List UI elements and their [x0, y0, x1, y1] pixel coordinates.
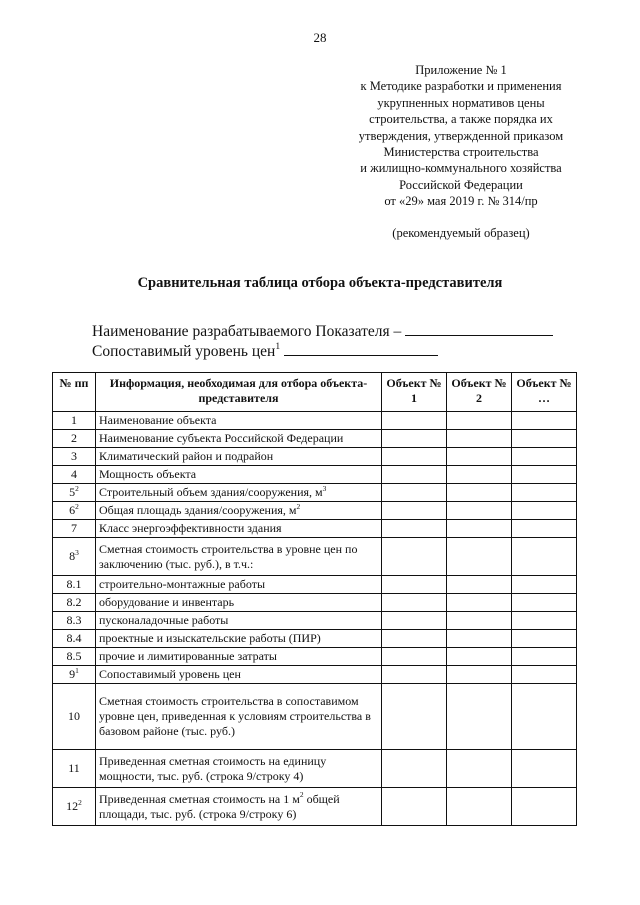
row-number: [53, 502, 96, 520]
table-row: [53, 666, 577, 684]
row-description-text: Класс энергоэффективности здания: [99, 521, 282, 535]
row-description-text: Приведенная сметная стоимость на единицу мощности, тыс. руб. (строка 9/строку 4): [99, 753, 327, 783]
row-description-text: прочие и лимитированные затраты: [99, 649, 277, 663]
object-2-cell[interactable]: [447, 502, 512, 520]
row-description: [96, 612, 382, 630]
object-n-cell[interactable]: [512, 520, 577, 538]
object-2-cell[interactable]: [447, 612, 512, 630]
price-level-blank[interactable]: [284, 341, 438, 356]
row-number-text: 8.5: [66, 649, 82, 663]
row-description-text: Наименование объекта: [99, 413, 217, 427]
row-description-text: Общая площадь здания/сооружения, м: [99, 503, 297, 517]
row-number: [53, 520, 96, 538]
row-description-text: Сопоставимый уровень цен: [99, 667, 241, 681]
object-1-cell[interactable]: [382, 466, 447, 484]
object-n-cell[interactable]: [512, 612, 577, 630]
appendix-line: утверждения, утвержденной приказом: [358, 128, 564, 143]
appendix-line: к Методике разработки и применения: [360, 79, 562, 94]
object-1-cell[interactable]: [382, 448, 447, 466]
row-description-text: Мощность объекта: [99, 467, 197, 481]
object-2-cell[interactable]: [447, 666, 512, 684]
object-1-cell[interactable]: [382, 502, 447, 520]
row-number-text: 10: [68, 709, 80, 723]
footnote-mark: 2: [78, 797, 82, 807]
object-2-cell[interactable]: [447, 648, 512, 666]
object-2-cell[interactable]: [447, 538, 512, 576]
header-object-1: Объект № 1: [382, 373, 447, 412]
object-2-cell[interactable]: [447, 684, 512, 750]
sample-note: (рекомендуемый образец): [392, 225, 530, 240]
object-2-cell[interactable]: [447, 630, 512, 648]
object-1-cell[interactable]: [382, 612, 447, 630]
price-level-field: [92, 341, 438, 361]
document-title: Сравнительная таблица отбора объекта-представителя: [137, 275, 503, 291]
row-description: [96, 576, 382, 594]
object-n-cell[interactable]: [512, 502, 577, 520]
row-number-text: 8: [69, 549, 76, 563]
unit-superscript: 2: [299, 790, 304, 800]
object-2-cell[interactable]: [447, 412, 512, 430]
row-number: [53, 594, 96, 612]
object-1-cell[interactable]: [382, 630, 447, 648]
object-n-cell[interactable]: [512, 448, 577, 466]
row-description-text: Наименование субъекта Российской Федерации: [99, 431, 344, 445]
object-2-cell[interactable]: [447, 594, 512, 612]
object-n-cell[interactable]: [512, 412, 577, 430]
object-2-cell[interactable]: [447, 750, 512, 788]
row-description: [96, 520, 382, 538]
row-description: [96, 648, 382, 666]
row-number: [53, 448, 96, 466]
row-number: [53, 430, 96, 448]
unit-superscript: 2: [296, 501, 301, 511]
table-row: [53, 448, 577, 466]
row-description-text: строительно-монтажные работы: [99, 577, 266, 591]
row-number: [53, 648, 96, 666]
comparison-table: [52, 372, 577, 826]
object-n-cell[interactable]: [512, 684, 577, 750]
row-description-text: Сметная стоимость строительства в сопоставимом уровне цен, приведенная к условиям строительства в базовом районе (тыс. руб.): [99, 694, 371, 738]
table-row: [53, 750, 577, 788]
row-number-text: 1: [71, 413, 77, 427]
footnote-mark: 2: [75, 483, 79, 493]
object-n-cell[interactable]: [512, 630, 577, 648]
row-number: [53, 750, 96, 788]
table-row: [53, 538, 577, 576]
object-1-cell[interactable]: [382, 750, 447, 788]
appendix-block: [336, 62, 586, 241]
row-number: [53, 788, 96, 826]
object-n-cell[interactable]: [512, 788, 577, 826]
row-number-text: 8.4: [66, 631, 82, 645]
row-number-text: 9: [69, 667, 76, 681]
footnote-mark: 3: [75, 547, 79, 557]
row-description: [96, 788, 382, 826]
table-row: [53, 430, 577, 448]
row-description-text: Строительный объем здания/сооружения, м: [99, 485, 323, 499]
object-1-cell[interactable]: [382, 666, 447, 684]
row-number-text: 12: [66, 799, 79, 813]
row-number-text: 8.1: [66, 577, 82, 591]
object-2-cell[interactable]: [447, 430, 512, 448]
header-info: Информация, необходимая для отбора объекта-представителя: [96, 373, 382, 412]
object-2-cell[interactable]: [447, 788, 512, 826]
table-row: [53, 788, 577, 826]
table-row: [53, 648, 577, 666]
object-1-cell[interactable]: [382, 788, 447, 826]
row-number: [53, 666, 96, 684]
row-description: [96, 484, 382, 502]
row-description-text: оборудование и инвентарь: [99, 595, 235, 609]
row-description: [96, 750, 382, 788]
appendix-line: Российской Федерации: [399, 177, 523, 192]
object-n-cell[interactable]: [512, 430, 577, 448]
object-1-cell[interactable]: [382, 484, 447, 502]
row-description: [96, 448, 382, 466]
row-number: [53, 612, 96, 630]
row-description: [96, 412, 382, 430]
object-n-cell[interactable]: [512, 648, 577, 666]
row-description: [96, 430, 382, 448]
object-2-cell[interactable]: [447, 576, 512, 594]
row-number-text: 5: [69, 485, 76, 499]
page-number: 28: [313, 30, 327, 45]
footnote-mark: 1: [275, 341, 281, 353]
table-body: [53, 412, 577, 826]
row-number-text: 2: [71, 431, 77, 445]
footnote-mark: 2: [75, 501, 79, 511]
object-1-cell[interactable]: [382, 538, 447, 576]
indicator-name-blank[interactable]: [405, 321, 553, 336]
price-level-label: Сопоставимый уровень цен: [92, 343, 276, 360]
row-description: [96, 630, 382, 648]
object-n-cell[interactable]: [512, 666, 577, 684]
row-number: [53, 630, 96, 648]
table-header-row: [53, 373, 577, 412]
row-number-text: 7: [71, 521, 77, 535]
footnote-mark: 1: [75, 665, 79, 675]
row-description: [96, 594, 382, 612]
appendix-line: Министерства строительства: [383, 145, 539, 160]
table-row: [53, 502, 577, 520]
row-number-text: 3: [71, 449, 77, 463]
row-description: [96, 538, 382, 576]
row-number: [53, 576, 96, 594]
appendix-line: Приложение № 1: [415, 63, 507, 77]
table-row: [53, 576, 577, 594]
header-object-2: Объект № 2: [447, 373, 512, 412]
row-description: [96, 684, 382, 750]
appendix-line: от «29» мая 2019 г. № 314/пр: [384, 194, 538, 209]
object-n-cell[interactable]: [512, 484, 577, 502]
row-number: [53, 412, 96, 430]
appendix-line: укрупненных нормативов цены: [377, 95, 545, 110]
object-1-cell[interactable]: [382, 684, 447, 750]
row-description: [96, 502, 382, 520]
row-description-text: Сметная стоимость строительства в уровне цен по заключению (тыс. руб.), в т.ч.:: [99, 541, 358, 571]
row-number-text: 4: [71, 467, 77, 481]
object-1-cell[interactable]: [382, 648, 447, 666]
object-2-cell[interactable]: [447, 448, 512, 466]
row-number-text: 8.2: [66, 595, 82, 609]
row-number: [53, 466, 96, 484]
table-row: [53, 520, 577, 538]
object-1-cell[interactable]: [382, 520, 447, 538]
indicator-name-field: [92, 321, 553, 341]
row-description-text: Приведенная сметная стоимость на 1 м: [99, 791, 300, 806]
object-2-cell[interactable]: [447, 484, 512, 502]
object-1-cell[interactable]: [382, 412, 447, 430]
table-row: [53, 684, 577, 750]
appendix-line: строительства, а также порядка их: [369, 112, 553, 127]
table-row: [53, 412, 577, 430]
row-description-text: Климатический район и подрайон: [99, 449, 274, 463]
table-row: [53, 612, 577, 630]
appendix-line: и жилищно-коммунального хозяйства: [360, 161, 562, 176]
object-2-cell[interactable]: [447, 466, 512, 484]
row-number-text: 8.3: [66, 613, 82, 627]
row-number: [53, 684, 96, 750]
object-1-cell[interactable]: [382, 576, 447, 594]
object-n-cell[interactable]: [512, 576, 577, 594]
row-description-text: проектные и изыскательские работы (ПИР): [99, 631, 321, 645]
unit-superscript: 3: [322, 483, 327, 493]
table-row: [53, 630, 577, 648]
object-2-cell[interactable]: [447, 520, 512, 538]
object-n-cell[interactable]: [512, 538, 577, 576]
row-description-tail: общей площади, тыс. руб. (строка 9/строку 6): [99, 791, 340, 821]
row-number: [53, 538, 96, 576]
table-row: [53, 466, 577, 484]
indicator-name-label: Наименование разрабатываемого Показателя –: [92, 323, 402, 340]
row-number-text: 11: [68, 761, 80, 775]
row-number: [53, 484, 96, 502]
row-number-text: 6: [69, 503, 76, 517]
row-description-text: пусконаладочные работы: [99, 613, 229, 627]
object-n-cell[interactable]: [512, 594, 577, 612]
row-description: [96, 466, 382, 484]
object-1-cell[interactable]: [382, 594, 447, 612]
header-num: № пп: [53, 373, 96, 412]
object-n-cell[interactable]: [512, 750, 577, 788]
row-description: [96, 666, 382, 684]
object-1-cell[interactable]: [382, 430, 447, 448]
table-row: [53, 594, 577, 612]
object-n-cell[interactable]: [512, 466, 577, 484]
table-row: [53, 484, 577, 502]
header-object-n: Объект № …: [512, 373, 577, 412]
